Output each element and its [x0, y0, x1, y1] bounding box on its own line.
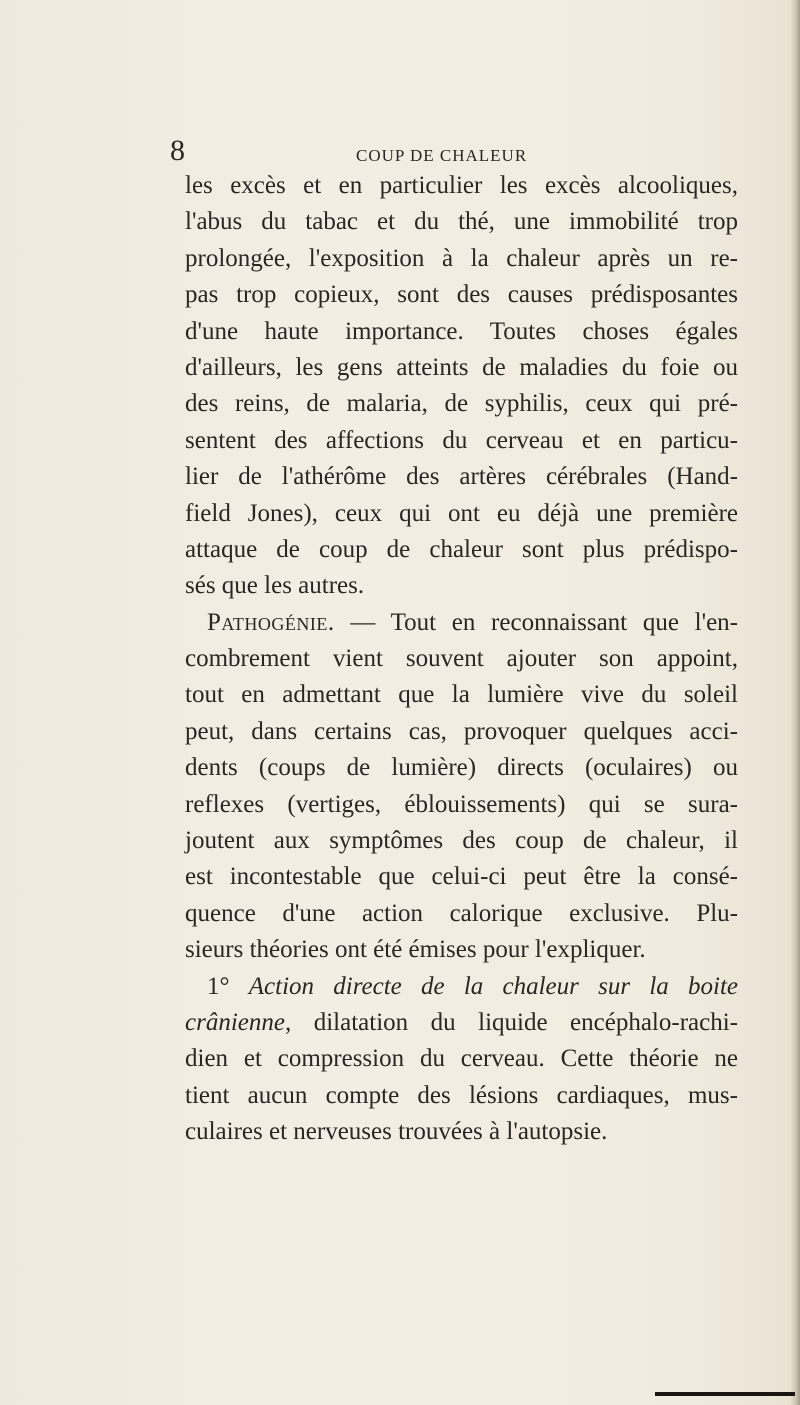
text-line: sés que les autres.: [185, 572, 365, 600]
text-line: pas trop copieux, sont des causes prédisposantes: [185, 281, 738, 309]
body-text: [185, 168, 738, 1151]
text-line: field Jones), ceux qui ont eu déjà une première: [185, 499, 738, 527]
text-line: dents (coups de lumière) directs (oculaires) ou: [185, 754, 738, 782]
page-edge-shadow: [790, 0, 800, 1405]
text-line: des reins, de malaria, de syphilis, ceux qui pré-: [185, 390, 738, 418]
text-line: attaque de coup de chaleur sont plus prédispo-: [185, 535, 738, 563]
text-line: sieurs théories ont été émises pour l'expliquer.: [185, 936, 646, 964]
text-line: tient aucun compte des lésions cardiaques, mus-: [185, 1081, 738, 1109]
text-line: lier de l'athérôme des artères cérébrales (Hand-: [185, 463, 738, 491]
text-line: l'abus du tabac et du thé, une immobilité trop: [185, 208, 738, 236]
text-line: combrement vient souvent ajouter son appoint,: [185, 645, 738, 673]
page-number: 8: [170, 134, 185, 167]
theory-1-first-line: [185, 969, 738, 1005]
theory-number: 1°: [207, 972, 230, 1000]
section-heading-pathogenie: Pathogénie.: [207, 608, 335, 636]
theory-1-title: Action directe de la chaleur sur la boite: [248, 972, 738, 1000]
text-line: sentent des affections du cerveau et en particu-: [185, 426, 738, 454]
running-head: COUP DE CHALEUR: [356, 146, 528, 165]
bottom-edge-mark: [655, 1392, 795, 1396]
text-line: d'une haute importance. Toutes choses égales: [185, 317, 738, 345]
text-line: tout en admettant que la lumière vive du soleil: [185, 681, 738, 709]
text-line: prolongée, l'exposition à la chaleur après un re-: [185, 244, 738, 272]
theory-1-second-line-text: dilatation du liquide encéphalo-rachi-: [313, 1008, 738, 1036]
text-line: joutent aux symptômes des coup de chaleur, il: [185, 827, 738, 855]
pathogenie-first-line: [185, 605, 738, 641]
text-line: peut, dans certains cas, provoquer quelques acci-: [185, 717, 738, 745]
theory-1-second-line: [185, 1005, 738, 1041]
text-line: culaires et nerveuses trouvées à l'autopsie.: [185, 1118, 608, 1146]
text-line: dien et compression du cerveau. Cette théorie ne: [185, 1045, 738, 1073]
text-line: d'ailleurs, les gens atteints de maladies du foie ou: [185, 353, 738, 381]
text-line: quence d'une action calorique exclusive. Plu-: [185, 899, 738, 927]
theory-1-title-end: crânienne,: [185, 1008, 292, 1036]
text-line: reflexes (vertiges, éblouissements) qui se sura-: [185, 790, 738, 818]
text-line: les excès et en particulier les excès alcooliques,: [185, 172, 738, 199]
pathogenie-first-line-text: — Tout en reconnaissant que l'en-: [350, 608, 738, 636]
text-line: est incontestable que celui-ci peut être la consé-: [185, 863, 738, 891]
